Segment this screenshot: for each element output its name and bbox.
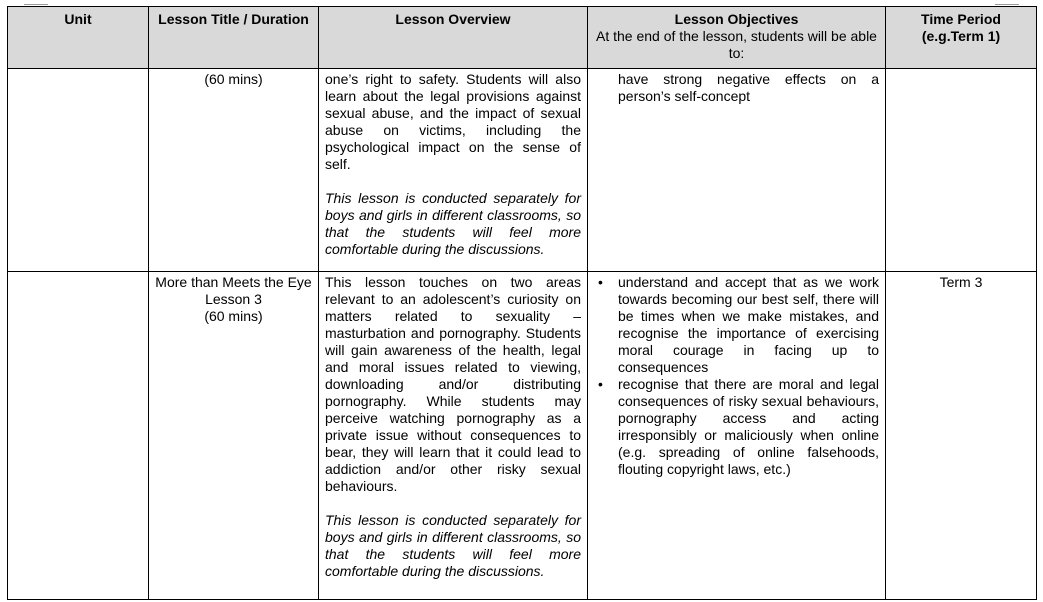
overview-note: This lesson is conducted separately for boys and girls in different classrooms, so that the students will feel more comfortable during the discussions. <box>325 512 581 579</box>
cell-lesson-title <box>149 272 319 600</box>
objectives-list <box>594 274 879 478</box>
crop-mark-right <box>995 0 1019 5</box>
cell-unit <box>8 69 149 272</box>
overview-note: This lesson is conducted separately for boys and girls in different classrooms, so that the students will feel more comfortable during the discussions. <box>325 190 581 257</box>
cell-time-period: Term 3 <box>886 272 1037 600</box>
header-lesson-objectives <box>588 7 886 69</box>
cell-lesson-overview <box>319 272 588 600</box>
header-lesson-title: Lesson Title / Duration <box>149 7 319 69</box>
header-row <box>8 7 1037 69</box>
lesson-number-line: Lesson 3 <box>205 291 262 307</box>
cell-time-period <box>886 69 1037 272</box>
cell-unit <box>8 272 149 600</box>
header-unit: Unit <box>8 7 149 69</box>
crop-mark-left <box>24 0 48 5</box>
overview-text: This lesson touches on two areas relevant to an adolescent’s curiosity on matters related to sexuality – masturbation and pornography. Students will gain awareness of the health, legal and moral issues related to viewing, downloading and/or distributing pornography. While students may perceive watching pornography as a private issue without consequences to bear, they will learn that it could lead to addiction and/or other risky sexual behaviours. <box>325 274 581 494</box>
objective-item: • understand and accept that as we work towards becoming our best self, there will be times when we make mistakes, and recognise the importance of exercising moral courage in facing up to consequences <box>618 274 879 376</box>
lesson-plan-table <box>7 6 1037 600</box>
header-lesson-objectives-subtitle: At the end of the lesson, students will be able to: <box>596 28 877 61</box>
objective-continued: have strong negative effects on a person’s self-concept <box>618 71 879 104</box>
lesson-duration-line: (60 mins) <box>204 308 263 324</box>
header-lesson-objectives-title: Lesson Objectives <box>674 11 799 27</box>
table-row <box>8 272 1037 600</box>
cell-lesson-objectives <box>588 272 886 600</box>
cell-lesson-overview <box>319 69 588 272</box>
lesson-title-line: (60 mins) <box>204 71 263 87</box>
cell-lesson-objectives <box>588 69 886 272</box>
header-lesson-overview: Lesson Overview <box>319 7 588 69</box>
cell-lesson-title <box>149 69 319 272</box>
objective-item: • recognise that there are moral and legal consequences of risky sexual behaviours, pornography access and acting irresponsibly or maliciously when online (e.g. spreading of online falsehoods, flouting copyright laws, etc.) <box>618 376 879 478</box>
header-time-period: Time Period (e.g.Term 1) <box>886 7 1037 69</box>
table-row <box>8 69 1037 272</box>
overview-text: one’s right to safety. Students will also learn about the legal provisions against sexual abuse, and the impact of sexual abuse on victims, including the psychological impact on the sense of self. <box>325 71 581 172</box>
lesson-title-line: More than Meets the Eye <box>155 274 312 290</box>
